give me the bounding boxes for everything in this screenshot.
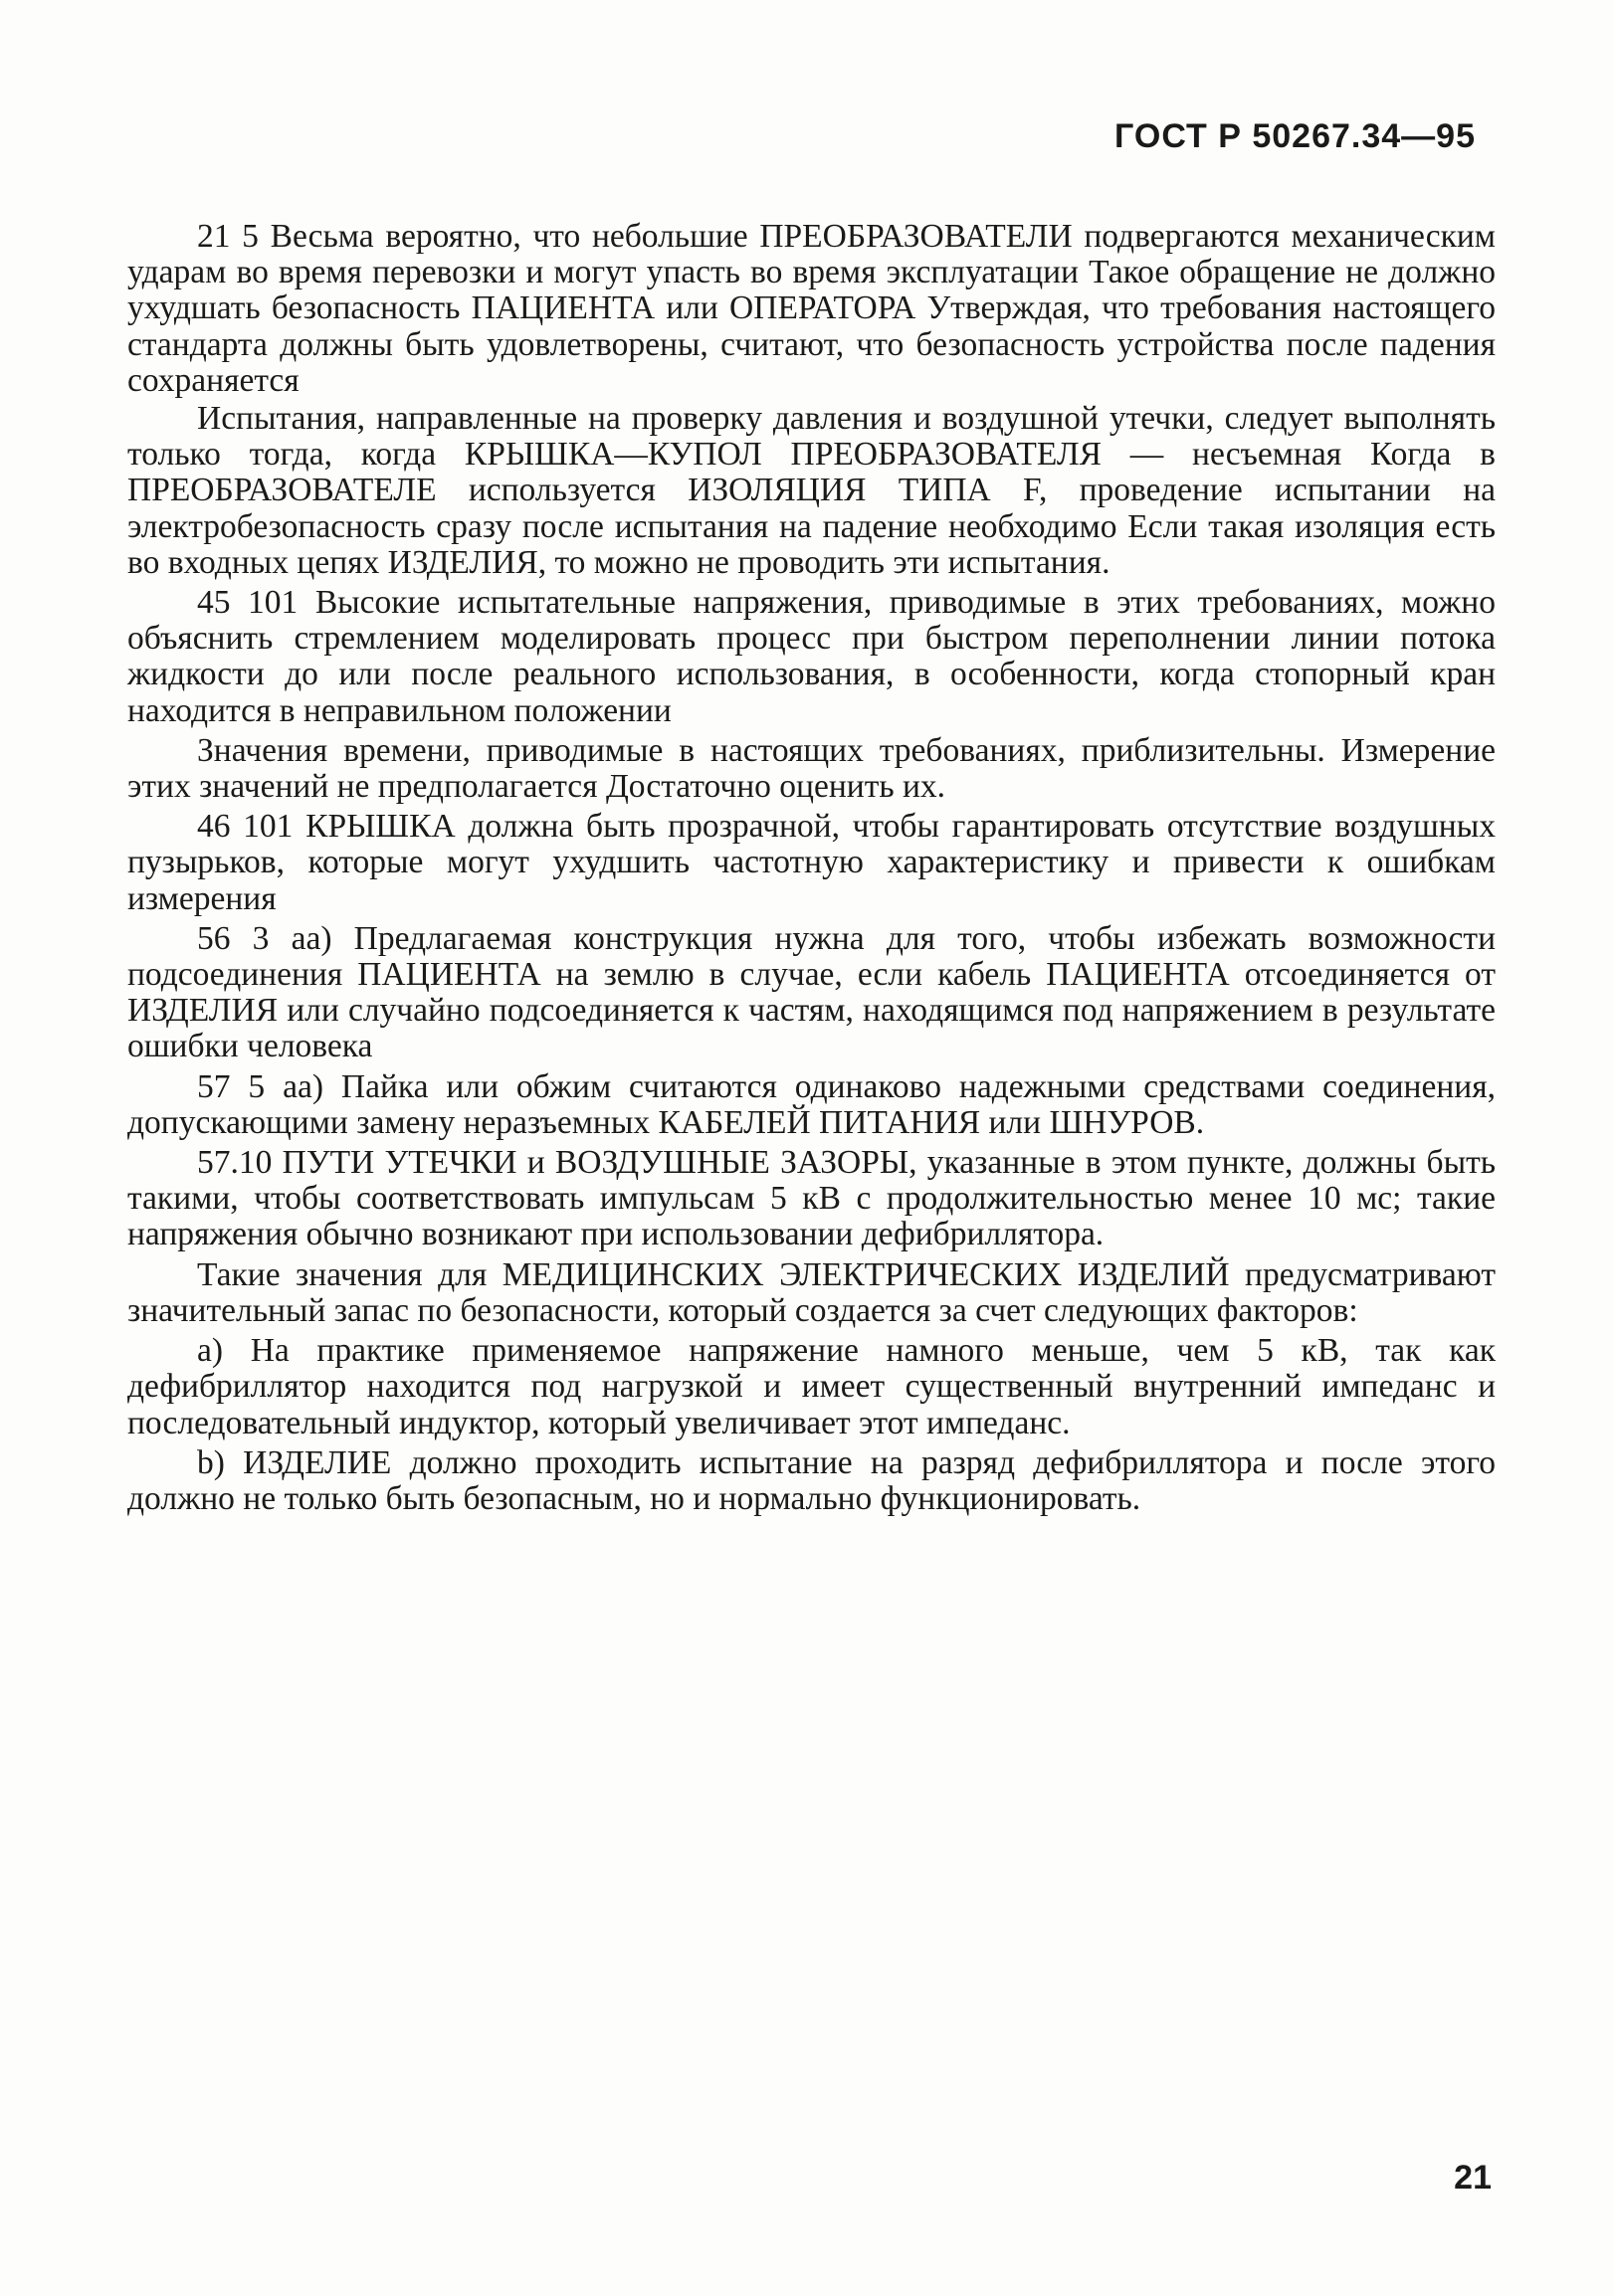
- paragraph-56-3-aa: 56 3 аа) Предлагаемая конструкция нужна для того, чтобы избежать возможности подсоединения ПАЦИЕНТА на землю в случае, если кабель ПАЦИЕНТА отсоединяется от ИЗДЕЛИЯ или случайно подсоединяется к частям, находящимся под напряжением в результате ошибки человека: [127, 919, 1496, 1065]
- paragraph-57-5-aa: 57 5 аа) Пайка или обжим считаются одинаково надежными средствами соединения, допускающими замену неразъемных КАБЕЛЕЙ ПИТАНИЯ или ШНУРОВ.: [127, 1067, 1496, 1141]
- paragraph-tests-note: Испытания, направленные на проверку давления и воздушной утечки, следует выполнять только тогда, когда КРЫШКА—КУПОЛ ПРЕОБРАЗОВАТЕЛЯ — несъемная Когда в ПРЕОБРАЗОВАТЕЛЕ используется ИЗОЛЯЦИЯ ТИПА F, проведение испытании на электробезопасность сразу после испытания на падение необходимо Если такая изоляция есть во входных цепях ИЗДЕЛИЯ, то можно не проводить эти испытания.: [127, 400, 1496, 581]
- paragraph-factor-a: а) На практике применяемое напряжение намного меньше, чем 5 кВ, так как дефибриллятор находится под нагрузкой и имеет существенный внутренний импеданс и последовательный индуктор, который увеличивает этот импеданс.: [127, 1332, 1496, 1441]
- paragraph-46-101: 46 101 КРЫШКА должна быть прозрачной, чтобы гарантировать отсутствие воздушных пузырьков, которые могут ухудшить частотную характеристику и привести к ошибкам измерения: [127, 808, 1496, 917]
- paragraph-45-101: 45 101 Высокие испытательные напряжения, приводимые в этих требованиях, можно объяснить стремлением моделировать процесс при быстром переполнении линии потока жидкости до или после реального использования, в особенности, когда стопорный кран находится в неправильном положении: [127, 584, 1496, 729]
- page-number: 21: [1454, 2159, 1492, 2197]
- document-body: [127, 219, 1496, 1521]
- paragraph-time-values: Значения времени, приводимые в настоящих требованиях, приблизительны. Измерение этих значений не предполагается Достаточно оценить их.: [127, 731, 1496, 806]
- paragraph-safety-margin: Такие значения для МЕДИЦИНСКИХ ЭЛЕКТРИЧЕСКИХ ИЗДЕЛИЙ предусматривают значительный запас по безопасности, который создается за счет следующих факторов:: [127, 1255, 1496, 1329]
- document-header: ГОСТ Р 50267.34—95: [1114, 117, 1476, 155]
- paragraph-57-10: 57.10 ПУТИ УТЕЧКИ и ВОЗДУШНЫЕ ЗАЗОРЫ, указанные в этом пункте, должны быть такими, чтобы соответствовать импульсам 5 кВ с продолжительностью менее 10 мс; такие напряжения обычно возникают при использовании дефибриллятора.: [127, 1144, 1496, 1253]
- paragraph-factor-b: b) ИЗДЕЛИЕ должно проходить испытание на разряд дефибриллятора и после этого должно не только быть безопасным, но и нормально функционировать.: [127, 1443, 1496, 1517]
- paragraph-21-5: 21 5 Весьма вероятно, что небольшие ПРЕОБРАЗОВАТЕЛИ подвергаются механическим ударам во время перевозки и могут упасть во время эксплуатации Такое обращение не должно ухудшать безопасность ПАЦИЕНТА или ОПЕРАТОРА Утверждая, что требования настоящего стандарта должны быть удовлетворены, считают, что безопасность устройства после падения сохраняется: [127, 218, 1496, 399]
